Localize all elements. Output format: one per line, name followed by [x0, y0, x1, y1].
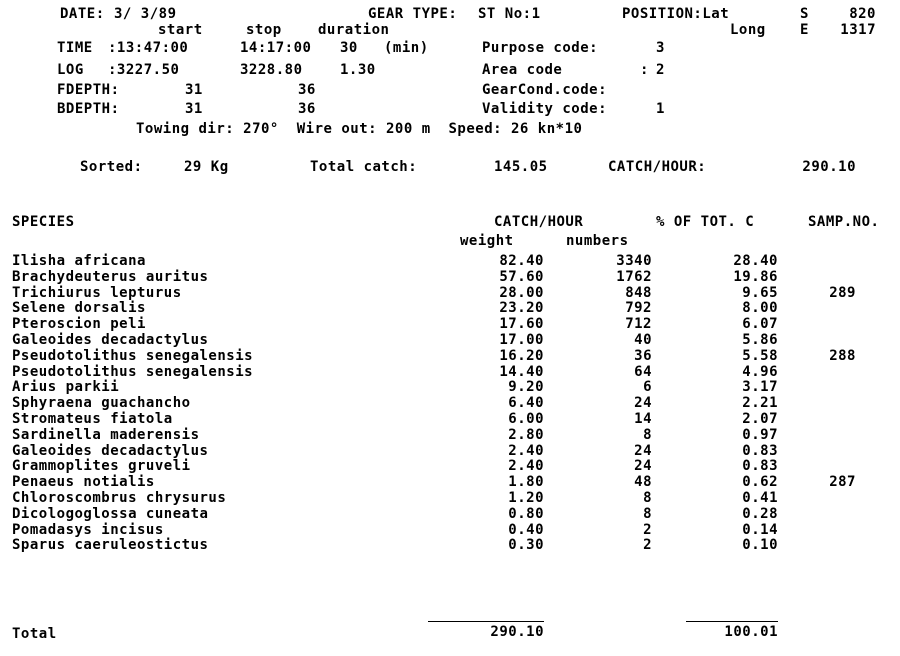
weight-value: 6.40	[508, 395, 544, 412]
weight-value: 2.40	[508, 442, 544, 459]
numbers-value: 712	[625, 316, 652, 333]
species-name: Arius parkii	[12, 379, 120, 396]
numbers-value: 40	[634, 331, 652, 348]
species-name: Sparus caeruleostictus	[12, 537, 209, 554]
table-row	[0, 348, 900, 364]
weight-subheader: weight	[460, 233, 514, 249]
weight-value: 1.80	[508, 474, 544, 491]
percent-value: 5.58	[742, 347, 778, 364]
percent-value: 0.83	[742, 458, 778, 475]
percent-value: 0.10	[742, 537, 778, 554]
species-name: Penaeus notialis	[12, 474, 155, 491]
gearcond-code-label: GearCond.code:	[482, 82, 608, 98]
species-name: Pomadasys incisus	[12, 521, 164, 538]
validity-code-label: Validity code:	[482, 101, 608, 117]
species-name: Pseudotolithus senegalensis	[12, 363, 254, 380]
species-name: Pseudotolithus senegalensis	[12, 347, 254, 364]
percent-value: 6.07	[742, 316, 778, 333]
time-stop: 14:17:00	[240, 40, 312, 56]
percent-total-rule	[686, 621, 778, 622]
date-label: DATE:	[60, 6, 105, 22]
area-code-separator: :	[640, 62, 649, 78]
percent-value: 2.07	[742, 410, 778, 427]
numbers-value: 6	[643, 379, 652, 396]
percent-value: 0.62	[742, 474, 778, 491]
numbers-value: 2	[643, 521, 652, 538]
species-table	[0, 253, 900, 553]
table-row	[0, 522, 900, 538]
total-percent: 100.01	[724, 624, 778, 640]
time-label: TIME	[57, 40, 93, 56]
species-name: Brachydeuterus auritus	[12, 268, 209, 285]
table-row	[0, 253, 900, 269]
numbers-value: 2	[643, 537, 652, 554]
lat-value: 820	[849, 6, 876, 22]
area-code-value: 2	[656, 62, 665, 78]
total-catch-label: Total catch:	[310, 159, 418, 175]
table-row	[0, 506, 900, 522]
weight-value: 9.20	[508, 379, 544, 396]
start-column-label: start	[158, 22, 203, 38]
numbers-value: 848	[625, 284, 652, 301]
long-value: 1317	[840, 22, 876, 38]
time-unit: (min)	[384, 40, 429, 56]
numbers-value: 792	[625, 300, 652, 317]
numbers-value: 3340	[616, 253, 652, 269]
numbers-value: 8	[643, 489, 652, 506]
percent-of-total-column-header: % OF TOT. C	[656, 214, 755, 230]
catch-per-hour-column-header: CATCH/HOUR	[494, 214, 584, 230]
numbers-subheader: numbers	[566, 233, 629, 249]
weight-total-rule	[428, 621, 544, 622]
percent-value: 0.41	[742, 489, 778, 506]
sorted-label: Sorted:	[80, 159, 143, 175]
stop-column-label: stop	[246, 22, 282, 38]
species-name: Selene dorsalis	[12, 300, 146, 317]
table-row	[0, 427, 900, 443]
weight-value: 14.40	[499, 363, 544, 380]
weight-value: 23.20	[499, 300, 544, 317]
species-name: Stromateus fiatola	[12, 410, 173, 427]
table-row	[0, 411, 900, 427]
numbers-value: 24	[634, 458, 652, 475]
long-hemisphere: E	[800, 22, 809, 38]
weight-value: 2.80	[508, 426, 544, 443]
table-row	[0, 395, 900, 411]
purpose-code-label: Purpose code:	[482, 40, 599, 56]
percent-value: 9.65	[742, 284, 778, 301]
table-row	[0, 490, 900, 506]
sample-number: 288	[829, 347, 856, 364]
gear-type-value: ST No:1	[478, 6, 541, 22]
percent-value: 8.00	[742, 300, 778, 317]
species-name: Grammoplites gruveli	[12, 458, 191, 475]
bdepth-stop: 36	[298, 101, 316, 117]
log-label: LOG	[57, 62, 84, 78]
species-name: Chloroscombrus chrysurus	[12, 489, 227, 506]
species-name: Pteroscion peli	[12, 316, 146, 333]
purpose-code-value: 3	[656, 40, 665, 56]
duration-column-label: duration	[318, 22, 390, 38]
time-duration: 30	[340, 40, 358, 56]
percent-value: 5.86	[742, 331, 778, 348]
numbers-value: 36	[634, 347, 652, 364]
catch-per-hour-value: 290.10	[802, 159, 856, 175]
weight-value: 1.20	[508, 489, 544, 506]
sample-number-column-header: SAMP.NO.	[808, 214, 880, 230]
weight-value: 17.60	[499, 316, 544, 333]
species-name: Trichiurus lepturus	[12, 284, 182, 301]
percent-value: 0.97	[742, 426, 778, 443]
species-name: Galeoides decadactylus	[12, 331, 209, 348]
numbers-value: 1762	[616, 268, 652, 285]
weight-value: 17.00	[499, 331, 544, 348]
sorted-value: 29 Kg	[184, 159, 229, 175]
table-row	[0, 269, 900, 285]
species-name: Dicologoglossa cuneata	[12, 505, 209, 522]
numbers-value: 64	[634, 363, 652, 380]
sample-number: 289	[829, 284, 856, 301]
table-row	[0, 285, 900, 301]
total-catch-value: 145.05	[494, 159, 548, 175]
percent-value: 3.17	[742, 379, 778, 396]
numbers-value: 24	[634, 395, 652, 412]
numbers-value: 14	[634, 410, 652, 427]
species-name: Galeoides decadactylus	[12, 442, 209, 459]
percent-value: 19.86	[733, 268, 778, 285]
fdepth-stop: 36	[298, 82, 316, 98]
area-code-label: Area code	[482, 62, 563, 78]
weight-value: 0.40	[508, 521, 544, 538]
numbers-value: 24	[634, 442, 652, 459]
bdepth-start: 31	[185, 101, 203, 117]
table-row	[0, 537, 900, 553]
time-start: :13:47:00	[108, 40, 189, 56]
table-row	[0, 332, 900, 348]
towing-info-line: Towing dir: 270° Wire out: 200 m Speed: 26 kn*10	[136, 121, 583, 137]
numbers-value: 8	[643, 426, 652, 443]
numbers-value: 48	[634, 474, 652, 491]
weight-value: 6.00	[508, 410, 544, 427]
table-row	[0, 316, 900, 332]
species-column-header: SPECIES	[12, 214, 75, 230]
table-row	[0, 364, 900, 380]
table-row	[0, 474, 900, 490]
gear-type-label: GEAR TYPE:	[368, 6, 458, 22]
fdepth-start: 31	[185, 82, 203, 98]
validity-code-value: 1	[656, 101, 665, 117]
date-value: 3/ 3/89	[114, 6, 177, 22]
catch-per-hour-label: CATCH/HOUR:	[608, 159, 707, 175]
percent-value: 2.21	[742, 395, 778, 412]
weight-value: 82.40	[499, 253, 544, 269]
total-label: Total	[12, 626, 57, 642]
total-weight: 290.10	[490, 624, 544, 640]
table-row	[0, 379, 900, 395]
bdepth-label: BDEPTH:	[57, 101, 120, 117]
numbers-value: 8	[643, 505, 652, 522]
weight-value: 16.20	[499, 347, 544, 364]
log-start: :3227.50	[108, 62, 180, 78]
weight-value: 57.60	[499, 268, 544, 285]
table-row	[0, 300, 900, 316]
weight-value: 0.80	[508, 505, 544, 522]
percent-value: 4.96	[742, 363, 778, 380]
lat-hemisphere: S	[800, 6, 809, 22]
weight-value: 28.00	[499, 284, 544, 301]
percent-value: 0.14	[742, 521, 778, 538]
species-name: Sphyraena guachancho	[12, 395, 191, 412]
weight-value: 2.40	[508, 458, 544, 475]
fdepth-label: FDEPTH:	[57, 82, 120, 98]
position-lat-label: POSITION:Lat	[622, 6, 730, 22]
percent-value: 0.28	[742, 505, 778, 522]
sample-number: 287	[829, 474, 856, 491]
table-row	[0, 443, 900, 459]
weight-value: 0.30	[508, 537, 544, 554]
log-duration: 1.30	[340, 62, 376, 78]
percent-value: 0.83	[742, 442, 778, 459]
percent-value: 28.40	[733, 253, 778, 269]
log-stop: 3228.80	[240, 62, 303, 78]
table-row	[0, 458, 900, 474]
species-name: Sardinella maderensis	[12, 426, 200, 443]
long-label: Long	[730, 22, 766, 38]
species-name: Ilisha africana	[12, 253, 146, 269]
